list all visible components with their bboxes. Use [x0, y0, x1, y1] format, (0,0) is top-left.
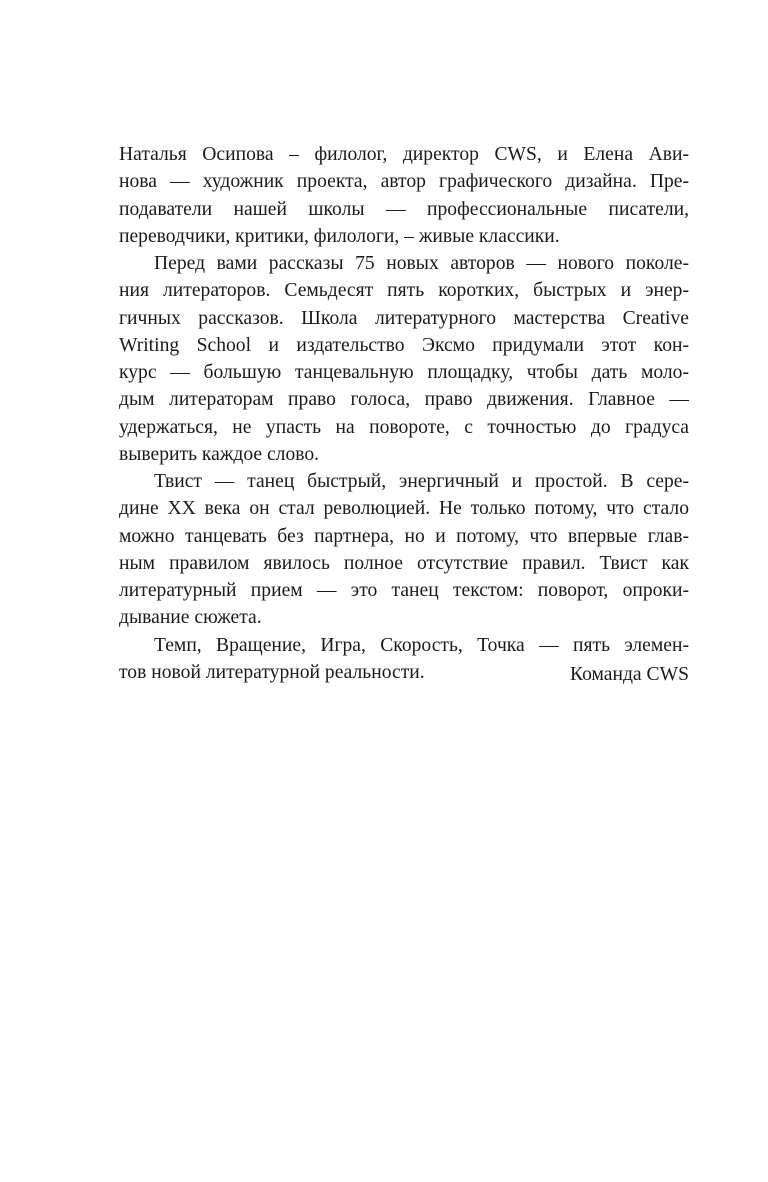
text-line: Writing School и издательство Эксмо придумали этот кон- [119, 334, 689, 356]
text-line: дине XX века он стал революцией. Не только потому, что стало [119, 498, 689, 520]
text-line: Твист — танец быстрый, энергичный и простой. В сере- [154, 471, 689, 492]
text-line: ния литераторов. Семьдесят пять коротких, быстрых и энер- [119, 280, 689, 302]
signature: Команда CWS [570, 664, 689, 685]
text-line: удержаться, не упасть на повороте, с точностью до градуса [119, 416, 689, 438]
paragraph-contest [119, 250, 689, 468]
paragraph-intro [119, 141, 689, 250]
text-line: гичных рассказов. Школа литературного мастерства Creative [119, 307, 689, 329]
text-line: Наталья Осипова – филолог, директор CWS, и Елена Ави- [119, 144, 689, 165]
paragraph-twist [119, 468, 689, 632]
text-line: дывание сюжета. [119, 607, 262, 629]
text-line: выверить каждое слово. [119, 443, 320, 465]
text-line: ным правилом явилось полное отсутствие правил. Твист как [119, 552, 689, 574]
text-line: можно танцевать без партнера, но и потому, что впервые глав- [119, 525, 689, 547]
text-line: курс — большую танцевальную площадку, чтобы дать моло- [119, 362, 689, 383]
text-line: переводчики, критики, филологи, – живые классики. [119, 225, 560, 247]
text-line: нова — художник проекта, автор графического дизайна. Пре- [119, 171, 689, 193]
text-line: Перед вами рассказы 75 новых авторов — нового поколе- [154, 253, 689, 274]
text-line: Темп, Вращение, Игра, Скорость, Точка — пять элемен- [154, 634, 689, 656]
text-line: дым литераторам право голоса, право движения. Главное — [119, 389, 689, 411]
text-line: подаватели нашей школы — профессиональные писатели, [119, 198, 689, 220]
text-line: тов новой литературной реальности. [119, 661, 425, 683]
body-text [119, 141, 689, 686]
text-line: литературный прием — это танец текстом: поворот, опроки- [119, 580, 689, 601]
